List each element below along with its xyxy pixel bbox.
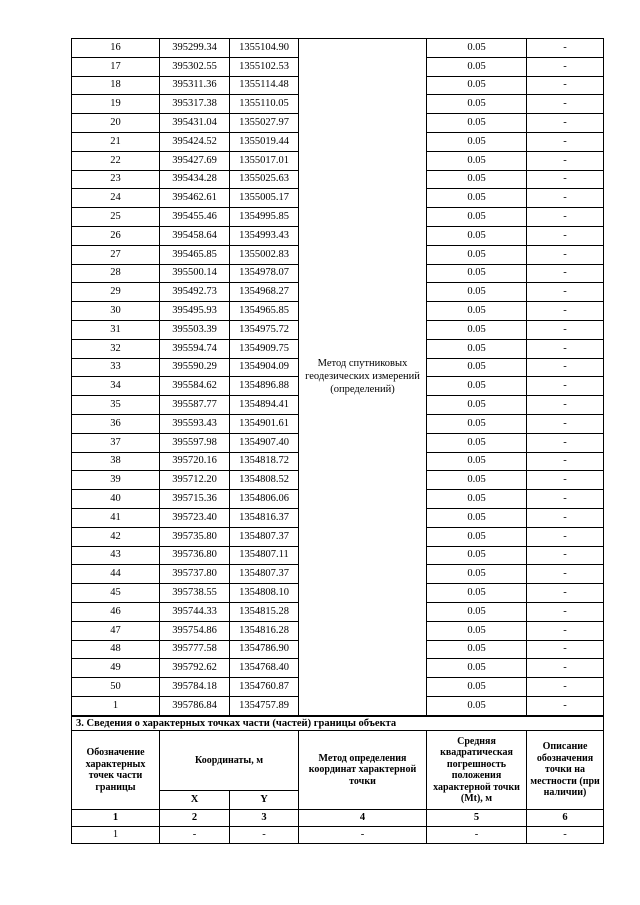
- method-cell: -: [299, 827, 427, 844]
- coord-x: 395495.93: [160, 302, 230, 321]
- point-number: 29: [72, 283, 160, 302]
- description: -: [527, 527, 604, 546]
- description: -: [527, 827, 604, 844]
- point-number: 49: [72, 659, 160, 678]
- column-number: 2: [160, 810, 230, 827]
- header-designation: Обозначение характерных точек части границы: [72, 731, 160, 810]
- coord-y: 1354904.09: [230, 358, 299, 377]
- coord-x: 395594.74: [160, 339, 230, 358]
- accuracy: 0.05: [427, 659, 527, 678]
- description: -: [527, 565, 604, 584]
- description: -: [527, 640, 604, 659]
- coord-x: 395593.43: [160, 414, 230, 433]
- description: -: [527, 584, 604, 603]
- coord-x: 395299.34: [160, 39, 230, 58]
- accuracy: 0.05: [427, 584, 527, 603]
- description: -: [527, 114, 604, 133]
- accuracy: 0.05: [427, 226, 527, 245]
- point-number: 47: [72, 621, 160, 640]
- description: -: [527, 396, 604, 415]
- coord-y: 1354816.37: [230, 508, 299, 527]
- coord-x: 395500.14: [160, 264, 230, 283]
- accuracy: 0.05: [427, 208, 527, 227]
- coord-x: 395784.18: [160, 678, 230, 697]
- description: -: [527, 189, 604, 208]
- header-x: X: [160, 791, 230, 810]
- point-number: 33: [72, 358, 160, 377]
- coord-y: 1354815.28: [230, 602, 299, 621]
- description: -: [527, 264, 604, 283]
- coord-x: 395302.55: [160, 57, 230, 76]
- description: -: [527, 95, 604, 114]
- accuracy: 0.05: [427, 95, 527, 114]
- coord-x: 395465.85: [160, 245, 230, 264]
- coord-y: 1354818.72: [230, 452, 299, 471]
- coord-y: 1355025.63: [230, 170, 299, 189]
- section-3-title: 3. Сведения о характерных точках части (частей) границы объекта: [72, 717, 604, 731]
- point-number: 1: [72, 827, 160, 844]
- coord-y: 1355005.17: [230, 189, 299, 208]
- coord-x: 395712.20: [160, 471, 230, 490]
- accuracy: 0.05: [427, 565, 527, 584]
- accuracy: 0.05: [427, 696, 527, 715]
- point-number: 27: [72, 245, 160, 264]
- coord-y: 1355027.97: [230, 114, 299, 133]
- coord-x: -: [160, 827, 230, 844]
- coord-y: 1354995.85: [230, 208, 299, 227]
- column-number: 3: [230, 810, 299, 827]
- accuracy: 0.05: [427, 39, 527, 58]
- column-number: 6: [527, 810, 604, 827]
- coord-y: 1354816.28: [230, 621, 299, 640]
- coord-x: 395597.98: [160, 433, 230, 452]
- accuracy: 0.05: [427, 377, 527, 396]
- description: -: [527, 226, 604, 245]
- coord-x: 395434.28: [160, 170, 230, 189]
- accuracy: 0.05: [427, 471, 527, 490]
- coord-y: 1354807.37: [230, 565, 299, 584]
- point-number: 28: [72, 264, 160, 283]
- description: -: [527, 602, 604, 621]
- coord-x: 395317.38: [160, 95, 230, 114]
- coord-x: 395715.36: [160, 490, 230, 509]
- coord-y: 1354896.88: [230, 377, 299, 396]
- point-number: 26: [72, 226, 160, 245]
- point-number: 43: [72, 546, 160, 565]
- coord-x: 395587.77: [160, 396, 230, 415]
- coord-y: 1354907.40: [230, 433, 299, 452]
- point-number: 25: [72, 208, 160, 227]
- point-number: 34: [72, 377, 160, 396]
- coord-x: 395427.69: [160, 151, 230, 170]
- coord-y: 1354808.10: [230, 584, 299, 603]
- accuracy: 0.05: [427, 320, 527, 339]
- accuracy: 0.05: [427, 621, 527, 640]
- header-method: Метод определения координат характерной точки: [299, 731, 427, 810]
- accuracy: -: [427, 827, 527, 844]
- header-accuracy: Средняя квадратическая погрешность положения характерной точки (Mt), м: [427, 731, 527, 810]
- coordinates-table-body: [72, 39, 604, 716]
- description: -: [527, 283, 604, 302]
- description: -: [527, 245, 604, 264]
- accuracy: 0.05: [427, 151, 527, 170]
- coord-y: 1354909.75: [230, 339, 299, 358]
- point-number: 36: [72, 414, 160, 433]
- header-y: Y: [230, 791, 299, 810]
- description: -: [527, 151, 604, 170]
- description: -: [527, 302, 604, 321]
- coord-y: 1355102.53: [230, 57, 299, 76]
- accuracy: 0.05: [427, 546, 527, 565]
- description: -: [527, 659, 604, 678]
- method-cell: Метод спутниковых геодезических измерений (определений): [299, 39, 427, 716]
- point-number: 38: [72, 452, 160, 471]
- column-number-row: [72, 810, 604, 827]
- column-number: 5: [427, 810, 527, 827]
- coord-y: 1354760.87: [230, 678, 299, 697]
- accuracy: 0.05: [427, 452, 527, 471]
- point-number: 45: [72, 584, 160, 603]
- coord-x: 395723.40: [160, 508, 230, 527]
- coord-x: 395777.58: [160, 640, 230, 659]
- coord-y: 1355110.05: [230, 95, 299, 114]
- coord-y: 1355114.48: [230, 76, 299, 95]
- coord-y: 1354968.27: [230, 283, 299, 302]
- coord-x: 395431.04: [160, 114, 230, 133]
- point-number: 21: [72, 132, 160, 151]
- accuracy: 0.05: [427, 170, 527, 189]
- coord-x: 395744.33: [160, 602, 230, 621]
- point-number: 18: [72, 76, 160, 95]
- point-number: 22: [72, 151, 160, 170]
- coord-y: 1354978.07: [230, 264, 299, 283]
- coord-x: 395754.86: [160, 621, 230, 640]
- accuracy: 0.05: [427, 245, 527, 264]
- point-number: 24: [72, 189, 160, 208]
- point-number: 32: [72, 339, 160, 358]
- description: -: [527, 546, 604, 565]
- coord-y: 1355017.01: [230, 151, 299, 170]
- coord-y: 1355019.44: [230, 132, 299, 151]
- accuracy: 0.05: [427, 358, 527, 377]
- point-number: 40: [72, 490, 160, 509]
- coord-y: 1355002.83: [230, 245, 299, 264]
- coord-x: 395311.36: [160, 76, 230, 95]
- coord-y: 1354901.61: [230, 414, 299, 433]
- point-number: 44: [72, 565, 160, 584]
- point-number: 50: [72, 678, 160, 697]
- accuracy: 0.05: [427, 76, 527, 95]
- coord-y: 1354806.06: [230, 490, 299, 509]
- point-number: 46: [72, 602, 160, 621]
- coord-x: 395455.46: [160, 208, 230, 227]
- description: -: [527, 377, 604, 396]
- accuracy: 0.05: [427, 527, 527, 546]
- coord-x: 395736.80: [160, 546, 230, 565]
- description: -: [527, 414, 604, 433]
- accuracy: 0.05: [427, 57, 527, 76]
- accuracy: 0.05: [427, 339, 527, 358]
- point-number: 48: [72, 640, 160, 659]
- header-coordinates: Координаты, м: [160, 731, 299, 791]
- description: -: [527, 508, 604, 527]
- coord-y: 1354808.52: [230, 471, 299, 490]
- point-number: 1: [72, 696, 160, 715]
- accuracy: 0.05: [427, 490, 527, 509]
- coord-y: 1354894.41: [230, 396, 299, 415]
- coord-x: 395584.62: [160, 377, 230, 396]
- description: -: [527, 678, 604, 697]
- coord-y: 1354807.37: [230, 527, 299, 546]
- point-number: 35: [72, 396, 160, 415]
- coord-y: 1354807.11: [230, 546, 299, 565]
- accuracy: 0.05: [427, 264, 527, 283]
- point-number: 23: [72, 170, 160, 189]
- point-number: 20: [72, 114, 160, 133]
- coord-y: 1354965.85: [230, 302, 299, 321]
- column-number: 4: [299, 810, 427, 827]
- accuracy: 0.05: [427, 602, 527, 621]
- coord-x: 395786.84: [160, 696, 230, 715]
- point-number: 31: [72, 320, 160, 339]
- point-number: 41: [72, 508, 160, 527]
- description: -: [527, 621, 604, 640]
- description: -: [527, 76, 604, 95]
- accuracy: 0.05: [427, 433, 527, 452]
- description: -: [527, 490, 604, 509]
- coord-x: 395737.80: [160, 565, 230, 584]
- description: -: [527, 471, 604, 490]
- column-number: 1: [72, 810, 160, 827]
- part-boundary-table: [71, 716, 604, 844]
- accuracy: 0.05: [427, 640, 527, 659]
- coord-y: 1354786.90: [230, 640, 299, 659]
- description: -: [527, 57, 604, 76]
- accuracy: 0.05: [427, 414, 527, 433]
- coordinates-table: [71, 38, 604, 716]
- coord-x: 395735.80: [160, 527, 230, 546]
- point-number: 16: [72, 39, 160, 58]
- accuracy: 0.05: [427, 283, 527, 302]
- coord-y: 1355104.90: [230, 39, 299, 58]
- description: -: [527, 452, 604, 471]
- description: -: [527, 320, 604, 339]
- accuracy: 0.05: [427, 189, 527, 208]
- accuracy: 0.05: [427, 678, 527, 697]
- point-number: 19: [72, 95, 160, 114]
- description: -: [527, 39, 604, 58]
- coord-x: 395720.16: [160, 452, 230, 471]
- point-number: 30: [72, 302, 160, 321]
- coord-y: 1354993.43: [230, 226, 299, 245]
- description: -: [527, 208, 604, 227]
- point-number: 39: [72, 471, 160, 490]
- description: -: [527, 132, 604, 151]
- coord-x: 395492.73: [160, 283, 230, 302]
- accuracy: 0.05: [427, 508, 527, 527]
- table-row: [72, 39, 604, 58]
- accuracy: 0.05: [427, 302, 527, 321]
- coord-y: 1354975.72: [230, 320, 299, 339]
- point-number: 42: [72, 527, 160, 546]
- description: -: [527, 358, 604, 377]
- accuracy: 0.05: [427, 396, 527, 415]
- coord-x: 395458.64: [160, 226, 230, 245]
- accuracy: 0.05: [427, 132, 527, 151]
- point-number: 17: [72, 57, 160, 76]
- coord-x: 395792.62: [160, 659, 230, 678]
- coord-y: 1354768.40: [230, 659, 299, 678]
- description: -: [527, 696, 604, 715]
- header-description: Описание обозначения точки на местности (при наличии): [527, 731, 604, 810]
- point-number: 37: [72, 433, 160, 452]
- description: -: [527, 170, 604, 189]
- coord-x: 395424.52: [160, 132, 230, 151]
- coord-x: 395738.55: [160, 584, 230, 603]
- coord-x: 395503.39: [160, 320, 230, 339]
- coord-x: 395462.61: [160, 189, 230, 208]
- description: -: [527, 339, 604, 358]
- coord-y: 1354757.89: [230, 696, 299, 715]
- coord-y: -: [230, 827, 299, 844]
- description: -: [527, 433, 604, 452]
- coord-x: 395590.29: [160, 358, 230, 377]
- table-row: [72, 827, 604, 844]
- accuracy: 0.05: [427, 114, 527, 133]
